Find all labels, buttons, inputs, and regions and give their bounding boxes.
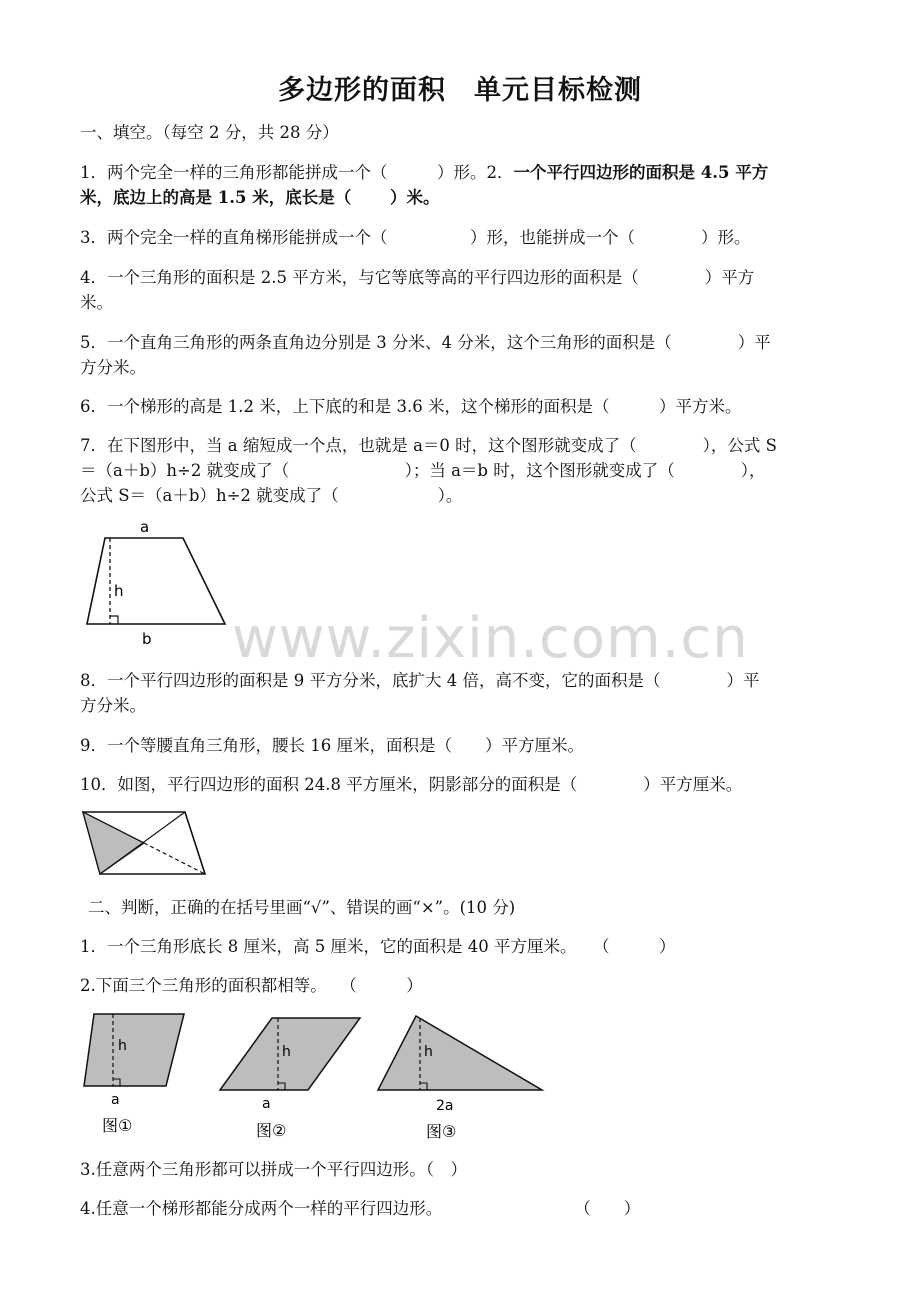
section2-heading: 二、判断，正确的在括号里画“√”、错误的画“×”。(10 分)	[88, 898, 516, 917]
question-2-text: 一个平行四边形的面积是 4.5 平方	[513, 163, 769, 182]
figure-2	[216, 1010, 366, 1145]
parallelogram-figure	[78, 807, 210, 877]
question-4-line2: 米。	[80, 293, 113, 312]
figure-3-caption: 图③	[426, 1122, 457, 1141]
right-angle-mark	[110, 616, 118, 624]
question-4-line1: 4．一个三角形的面积是 2.5 平方米，与它等底等高的平行四边形的面积是（ ）平方	[80, 268, 755, 287]
question-5-line1: 5．一个直角三角形的两条直角边分别是 3 分米、4 分米，这个三角形的面积是（ ）平	[80, 333, 771, 352]
question-9: 9．一个等腰直角三角形，腰长 16 厘米，面积是（ ）平方厘米。	[80, 736, 584, 755]
section1-heading: 一、填空。（每空 2 分，共 28 分）	[80, 123, 339, 142]
question-8-line2: 方分米。	[80, 696, 146, 715]
question-7-line3: 公式 S＝（a＋b）h÷2 就变成了（ ）。	[80, 486, 463, 505]
question-2-line2: 米，底边上的高是 1.5 米，底长是（ ）米。	[80, 188, 440, 207]
question-6: 6．一个梯形的高是 1.2 米，上下底的和是 3.6 米，这个梯形的面积是（ ）平方米。	[80, 397, 742, 416]
figure-2-label-a: a	[262, 1096, 271, 1112]
figure-1-shape	[84, 1014, 184, 1086]
figure-3	[374, 1010, 546, 1145]
figure-3-label-2a: 2a	[436, 1098, 454, 1114]
question-10: 10．如图，平行四边形的面积 24.8 平方厘米，阴影部分的面积是（ ）平方厘米。	[80, 775, 743, 794]
question-5-line2: 方分米。	[80, 358, 146, 377]
page-title: 多边形的面积 单元目标检测	[278, 75, 642, 106]
judge-3: 3.任意两个三角形都可以拼成一个平行四边形。（ ）	[80, 1160, 467, 1179]
figure-1-label-h: h	[118, 1038, 127, 1054]
trapezoid-label-h: h	[114, 582, 124, 600]
trapezoid-figure	[80, 516, 240, 651]
figure-1-caption: 图①	[102, 1116, 133, 1135]
judge-2: 2.下面三个三角形的面积都相等。 （ ）	[80, 976, 423, 995]
judge-1: 1．一个三角形底长 8 厘米，高 5 厘米，它的面积是 40 平方厘米。 （ ）	[80, 937, 676, 956]
figure-1-label-a: a	[111, 1092, 120, 1108]
question-7-line2: ＝（a＋b）h÷2 就变成了（ ）；当 a＝b 时，这个图形就变成了（ ），	[80, 461, 766, 480]
watermark: www.zixin.com.cn	[232, 606, 749, 671]
figure-2-caption: 图②	[256, 1121, 287, 1140]
question-8-line1: 8．一个平行四边形的面积是 9 平方分米，底扩大 4 倍，高不变，它的面积是（ ）平	[80, 671, 760, 690]
question-1-text: 1．两个完全一样的三角形都能拼成一个（ ）形。2．	[80, 163, 514, 182]
trapezoid-outline	[87, 538, 225, 624]
question-1-2-line1	[80, 160, 880, 185]
question-3: 3．两个完全一样的直角梯形能拼成一个（ ）形，也能拼成一个（ ）形。	[80, 228, 751, 247]
trapezoid-label-a: a	[140, 518, 150, 536]
figure-2-label-h: h	[282, 1044, 291, 1060]
figure-3-label-h: h	[424, 1044, 433, 1060]
judge-4: 4.任意一个梯形都能分成两个一样的平行四边形。 （ ）	[80, 1199, 641, 1218]
question-7-line1: 7．在下图形中，当 a 缩短成一个点，也就是 a＝0 时，这个图形就变成了（ ），公式 S	[80, 436, 777, 455]
trapezoid-label-b: b	[142, 630, 152, 648]
figure-1	[80, 1010, 190, 1140]
figure-3-shape	[378, 1016, 542, 1090]
